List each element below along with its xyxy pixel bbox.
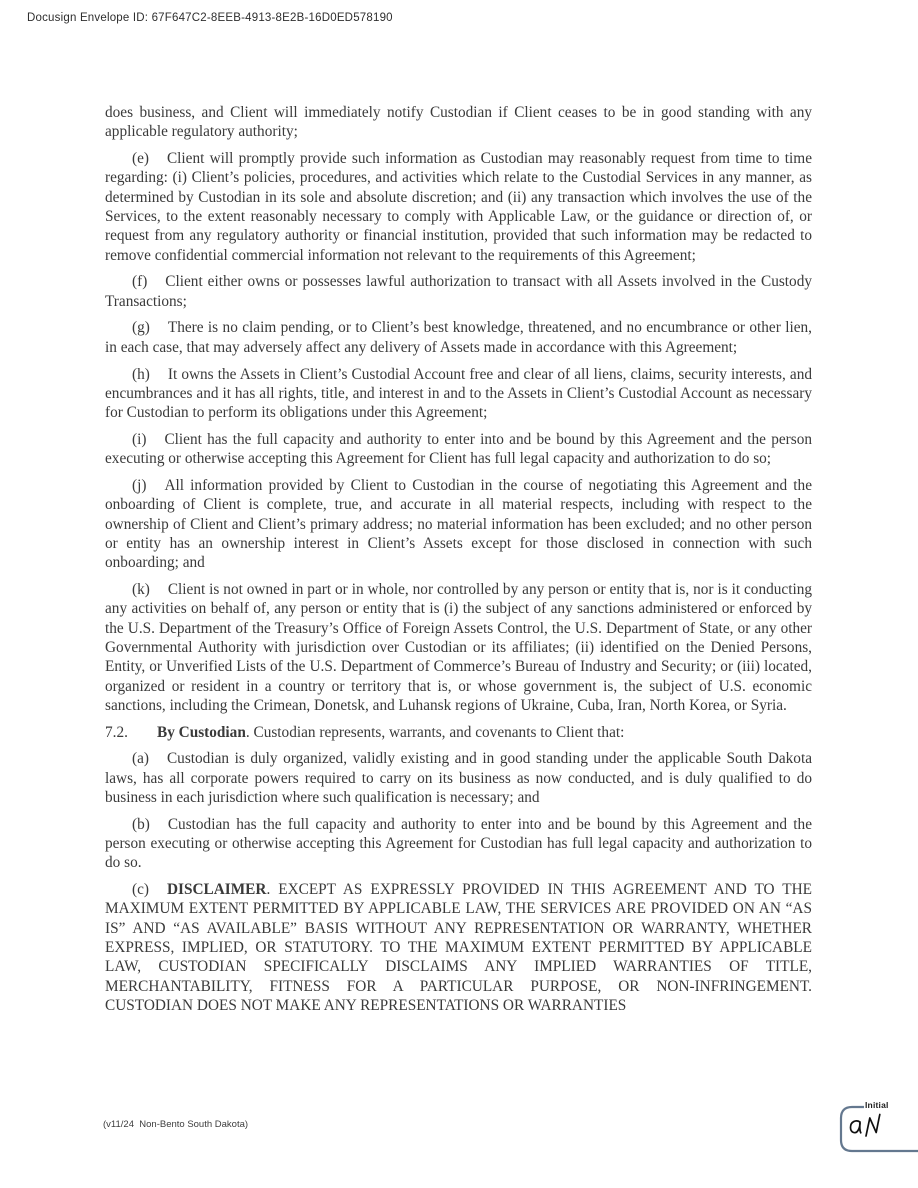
paragraph-label: (j) [132,477,147,495]
paragraph-label: (i) [132,430,147,448]
paragraph-text: . EXCEPT AS EXPRESSLY PROVIDED IN THIS AGREEMENT AND TO THE MAXIMUM EXTENT PERMITTED BY APPLICABLE LAW, THE SERVICES ARE PROVIDED ON AN “AS IS” AND “AS AVAILABLE” BASIS WITHOUT ANY REPRESENTATION OR WARRANTY, WHETHER EXPRESS, IMPLIED, OR STATUTORY. TO THE MAXIMUM EXTENT PERMITTED BY APPLICABLE LAW, CUSTODIAN SPECIFICALLY DISCLAIMS ANY IMPLIED WARRANTIES OF TITLE, MERCHANTABILITY, FITNESS FOR A PARTICULAR PURPOSE, OR NON-INFRINGEMENT. CUSTODIAN DOES NOT MAKE ANY REPRESENTATIONS OR WARRANTIES [105,881,812,1014]
section-title: By Custodian [157,723,246,741]
footer-version-line: (v11/24 Non-Bento South Dakota) [103,1119,249,1130]
paragraph-text: Custodian is duly organized, validly existing and in good standing under the applicable South Dakota laws, has all corporate powers required to carry on its business as now conducted, and is duly qualified to do business in each jurisdiction where such qualification is necessary; and [105,750,812,806]
paragraph-k [105,580,812,715]
paragraph-text: Client is not owned in part or in whole, nor controlled by any person or entity that is, nor is it conducting any activities on behalf of, any person or entity that is (i) the subject of any sanctions administered or enforced by the U.S. Department of the Treasury’s Office of Foreign Assets Control, the U.S. Department of State, or any other Governmental Authority with jurisdiction over Custodian or its affiliates; (ii) identified on the Denied Persons, Entity, or Unverified Lists of the U.S. Department of Commerce’s Bureau of Industry and Security; or (iii) located, organized or resident in a country or territory that is, or whose government is, the subject of U.S. economic sanctions, including the Crimean, Donetsk, and Luhansk regions of Ukraine, Cuba, Iran, North Korea, or Syria. [105,581,812,714]
paragraph-text: Custodian has the full capacity and authority to enter into and be bound by this Agreement and the person executing or otherwise accepting this Agreement for Custodian has full legal capacity and authorization to do so. [105,815,812,872]
paragraph-j [105,476,812,572]
section-text: . Custodian represents, warrants, and covenants to Client that: [245,723,625,741]
paragraph-label: (g) [132,319,150,337]
initials-signature[interactable] [846,1111,890,1145]
paragraph-label: (f) [132,273,148,291]
docusign-envelope-id: Docusign Envelope ID: 67F647C2-8EEB-4913-8E2B-16D0ED578190 [27,12,393,24]
paragraph-text: Client has the full capacity and authority to enter into and be bound by this Agreement and the person executing or otherwise accepting this Agreement for Client has full legal capacity and authorization to do so; [105,430,812,468]
paragraph-label: (e) [132,150,149,168]
paragraph-label: (k) [132,581,150,599]
paragraph-b [105,815,812,873]
paragraph-g [105,318,812,357]
paragraph-continuation [105,103,812,142]
paragraph-label: (b) [132,815,150,833]
paragraph-c-disclaimer [105,880,812,1015]
section-7-2 [105,723,812,742]
paragraph-text: Client either owns or possesses lawful authorization to transact with all Assets involved in the Custody Transactions; [105,273,812,310]
paragraph-label: (a) [132,750,149,768]
document-body [105,103,812,1023]
paragraph-text: does business, and Client will immediately notify Custodian if Client ceases to be in good standing with any applicable regulatory authority; [105,104,812,141]
paragraph-text: There is no claim pending, or to Client’s best knowledge, threatened, and no encumbrance or other lien, in each case, that may adversely affect any delivery of Assets made in accordance with this Agreement; [105,319,812,356]
paragraph-i [105,430,812,469]
paragraph-a [105,749,812,807]
section-number: 7.2. [105,723,128,741]
paragraph-text: It owns the Assets in Client’s Custodial Account free and clear of all liens, claims, security interests, and encumbrances and it has all rights, title, and interest in and to the Assets in Client’s Custodial Account as necessary for Custodian to perform its obligations under this Agreement; [105,365,812,422]
paragraph-h [105,365,812,423]
paragraph-label: (c) [132,881,149,899]
paragraph-f [105,272,812,311]
disclaimer-lead: DISCLAIMER [166,881,267,899]
paragraph-text: All information provided by Client to Custodian in the course of negotiating this Agreement and the onboarding of Client is complete, true, and accurate in all material respects, including with respect to the ownership of Client and Client’s primary address; no material information has been excluded; and no other person or entity has an ownership interest in Client’s Assets except for those disclosed in connection with such onboarding; and [105,477,812,572]
paragraph-label: (h) [132,365,150,383]
paragraph-e [105,149,812,265]
initial-tab[interactable] [838,1097,918,1157]
initial-tab-label: Initial [865,1100,889,1110]
paragraph-text: Client will promptly provide such information as Custodian may reasonably request from time to time regarding: (i) Client’s policies, procedures, and activities which relate to the Custodial Services in any manner, as determined by Custodian in its sole and absolute discretion; and (ii) any transaction which involves the use of the Services, to the extent reasonably necessary to comply with Applicable Law, or the guidance or direction of, or request from any regulatory authority or financial institution, provided that such information may be redacted to remove confidential commercial information not relevant to the requirements of this Agreement; [105,150,812,264]
